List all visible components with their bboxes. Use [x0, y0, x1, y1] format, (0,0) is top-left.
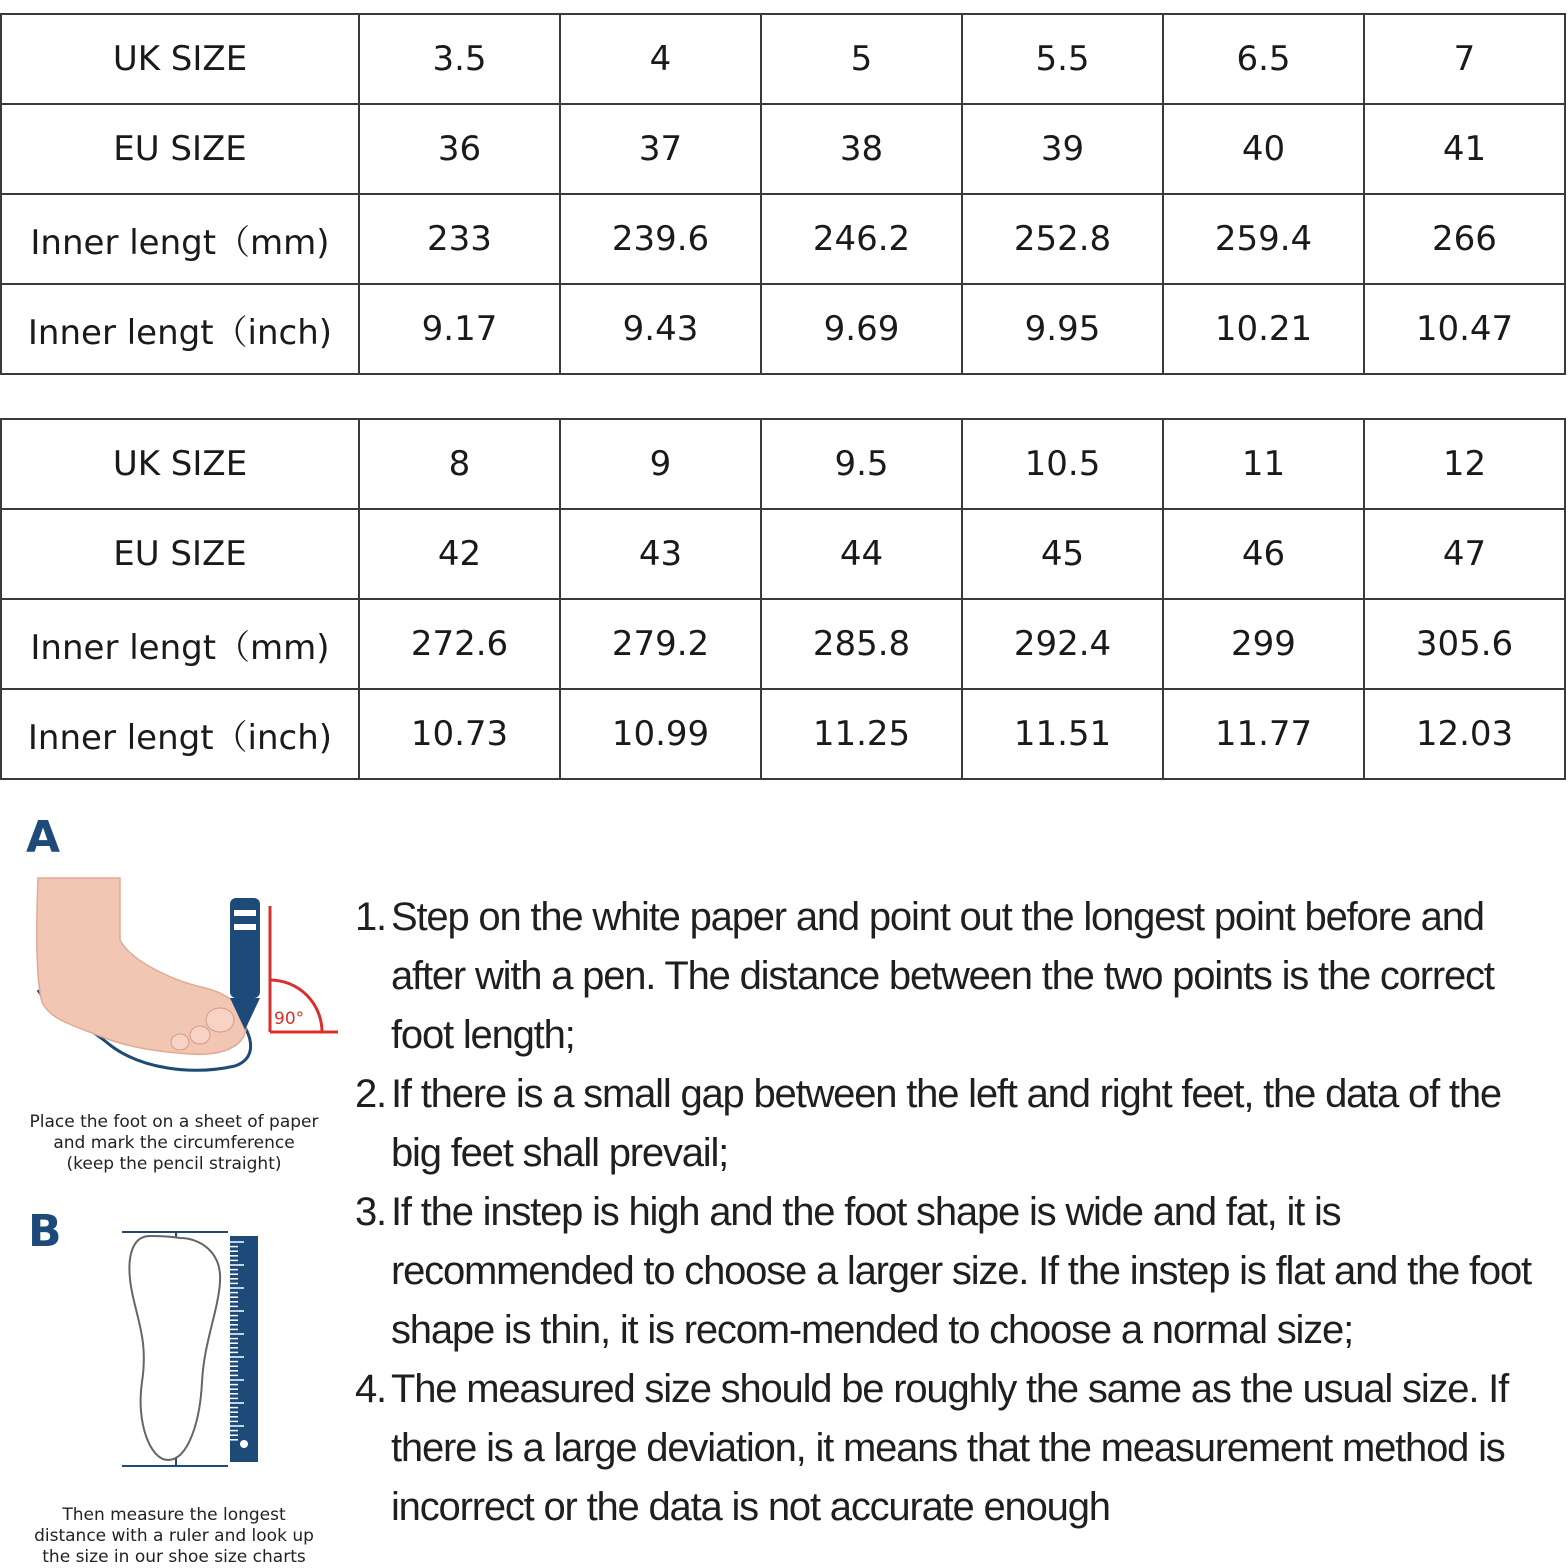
instruction-item [355, 1065, 1535, 1183]
table-cell: 272.6 [359, 599, 560, 689]
caption-line: and mark the circumference [53, 1133, 295, 1153]
table-cell: 9.95 [962, 284, 1163, 374]
row-header: UK SIZE [1, 419, 359, 509]
table-cell: 42 [359, 509, 560, 599]
table-cell: 38 [761, 104, 962, 194]
table-cell: 5 [761, 14, 962, 104]
table-cell: 239.6 [560, 194, 761, 284]
caption-line: Place the foot on a sheet of paper [29, 1112, 319, 1132]
table-cell: 11.51 [962, 689, 1163, 779]
table-cell: 39 [962, 104, 1163, 194]
instruction-list [355, 888, 1535, 1537]
caption-line: distance with a ruler and look up [34, 1526, 314, 1546]
table-cell: 299 [1163, 599, 1364, 689]
table-cell: 12 [1364, 419, 1565, 509]
instruction-text: If the instep is high and the foot shape is wide and fat, it is recommended to choose a larger size. If the instep is flat and the foot shape is thin, it is recom-mended to choose a normal size; [391, 1190, 1531, 1352]
size-table-top [0, 13, 1566, 375]
table-cell: 292.4 [962, 599, 1163, 689]
table-cell: 6.5 [1163, 14, 1364, 104]
table-cell: 9.17 [359, 284, 560, 374]
instruction-number: 1. [355, 895, 386, 939]
table-cell: 233 [359, 194, 560, 284]
table-cell: 9.5 [761, 419, 962, 509]
instruction-item [355, 1360, 1535, 1537]
table-cell: 10.73 [359, 689, 560, 779]
table-cell: 10.21 [1163, 284, 1364, 374]
table-cell: 41 [1364, 104, 1565, 194]
table-row [1, 509, 1565, 599]
table-row [1, 689, 1565, 779]
footprint-icon [129, 1236, 220, 1460]
row-header: Inner lengt（mm) [1, 599, 359, 689]
caption-a [14, 1112, 334, 1175]
table-row [1, 284, 1565, 374]
table-cell: 12.03 [1364, 689, 1565, 779]
right-angle-icon [270, 906, 338, 1032]
row-header: EU SIZE [1, 104, 359, 194]
table-cell: 10.47 [1364, 284, 1565, 374]
table-row [1, 194, 1565, 284]
table-cell: 3.5 [359, 14, 560, 104]
size-table-bottom [0, 418, 1566, 780]
table-cell: 36 [359, 104, 560, 194]
table-cell: 46 [1163, 509, 1364, 599]
instruction-number: 4. [355, 1367, 386, 1411]
table-cell: 279.2 [560, 599, 761, 689]
table-row [1, 104, 1565, 194]
table-row [1, 419, 1565, 509]
table-cell: 8 [359, 419, 560, 509]
table-cell: 43 [560, 509, 761, 599]
instruction-number: 3. [355, 1190, 386, 1234]
caption-line: the size in our shoe size charts [42, 1547, 306, 1567]
angle-label: 90° [274, 1009, 305, 1029]
table-row [1, 14, 1565, 104]
table-cell: 47 [1364, 509, 1565, 599]
table-cell: 45 [962, 509, 1163, 599]
instruction-text: Step on the white paper and point out the longest point before and after with a pen. The distance between the two points is the correct foot length; [391, 895, 1494, 1057]
table-cell: 9.69 [761, 284, 962, 374]
row-header: Inner lengt（inch) [1, 284, 359, 374]
table-cell: 5.5 [962, 14, 1163, 104]
table-cell: 40 [1163, 104, 1364, 194]
table-cell: 11.77 [1163, 689, 1364, 779]
table-cell: 10.5 [962, 419, 1163, 509]
table-cell: 7 [1364, 14, 1565, 104]
table-cell: 11.25 [761, 689, 962, 779]
table-cell: 252.8 [962, 194, 1163, 284]
caption-line: (keep the pencil straight) [66, 1154, 282, 1174]
row-header: Inner lengt（mm) [1, 194, 359, 284]
instruction-number: 2. [355, 1072, 386, 1116]
table-cell: 285.8 [761, 599, 962, 689]
table-cell: 44 [761, 509, 962, 599]
section-b-label: B [28, 1206, 62, 1257]
table-cell: 259.4 [1163, 194, 1364, 284]
table-cell: 11 [1163, 419, 1364, 509]
instruction-text: If there is a small gap between the left and right feet, the data of the big feet shall prevail; [391, 1072, 1501, 1175]
instruction-item [355, 1183, 1535, 1360]
caption-line: Then measure the longest [62, 1505, 286, 1525]
foot-measure-illustration [20, 870, 340, 1080]
caption-b [14, 1505, 334, 1568]
table-row [1, 599, 1565, 689]
ruler-measure-illustration [110, 1222, 270, 1472]
row-header: UK SIZE [1, 14, 359, 104]
table-cell: 9.43 [560, 284, 761, 374]
table-cell: 246.2 [761, 194, 962, 284]
ruler-icon [230, 1236, 258, 1462]
table-cell: 10.99 [560, 689, 761, 779]
row-header: Inner lengt（inch) [1, 689, 359, 779]
section-a-label: A [26, 812, 61, 863]
table-cell: 9 [560, 419, 761, 509]
row-header: EU SIZE [1, 509, 359, 599]
table-cell: 37 [560, 104, 761, 194]
table-cell: 4 [560, 14, 761, 104]
table-cell: 305.6 [1364, 599, 1565, 689]
instruction-text: The measured size should be roughly the same as the usual size. If there is a large deviation, it means that the measurement method is incorrect or the data is not accurate enough [391, 1367, 1509, 1529]
table-cell: 266 [1364, 194, 1565, 284]
instruction-item [355, 888, 1535, 1065]
